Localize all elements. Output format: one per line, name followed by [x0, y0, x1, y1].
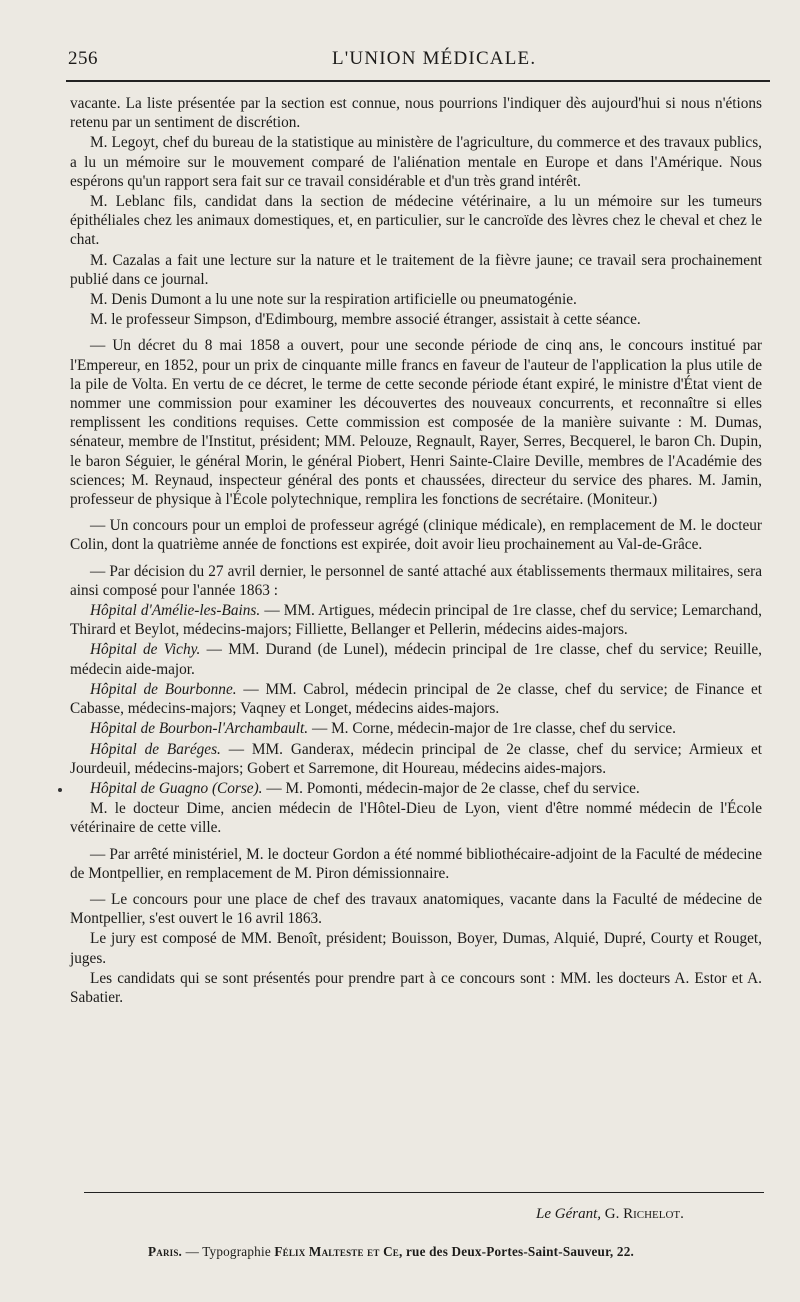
paragraph: M. Denis Dumont a lu une note sur la respiration artificielle ou pneumatogénie. [90, 291, 577, 309]
hospital-staff: — MM. Cabrol, médecin principal de 2e classe, chef du service; de Finance et Cabasse, médecins-majors; Vaqney et Longet, médecins aides-majors. [70, 680, 762, 718]
paragraph: M. Legoyt, chef du bureau de la statistique au ministère de l'agriculture, du commerce et des travaux publics, a lu un mémoire sur le mouvement comparé de l'aliénation mentale en Europe et dans l'Amérique. Nous espérons qu'un rapport sera fait sur ce travail considérable et d'un très grand intérêt. [70, 134, 762, 190]
paragraph: — Un décret du 8 mai 1858 a ouvert, pour une seconde période de cinq ans, le concours institué par l'Empereur, en 1852, pour un prix de cinquante mille francs en faveur de l'auteur de l'application la plus utile de la pile de Volta. En vertu de ce décret, le terme de cette seconde période étant expiré, le ministre d'État vient de nommer une commission pour examiner les découvertes des nouveaux concurrents, et reconnaître si elles remplissent les conditions requises. Cette commission est composée de la manière suivante : M. Dumas, sénateur, membre de l'Institut, président; MM. Pelouze, Regnault, Rayer, Serres, Becquerel, le baron Ch. Dupin, le baron Séguier, le général Morin, le général Piobert, Henri Sainte-Claire Deville, membres de l'Académie des sciences; M. Reynaud, inspecteur général des ponts et chaussées, directeur du service des phares. M. Jamin, professeur de physique à l'École polytechnique, remplira les fonctions de secrétaire. (Moniteur.) [70, 337, 762, 509]
gerant-name: G. Richelot. [604, 1206, 684, 1222]
paragraph: — Le concours pour une place de chef des travaux anatomiques, vacante dans la Faculté de médecine de Montpellier, s'est ouvert le 16 avril 1863. [70, 890, 762, 928]
running-header [68, 48, 768, 74]
paragraph: M. Leblanc fils, candidat dans la section de médecine vétérinaire, a lu un mémoire sur les tumeurs épithéliales chez les animaux domestiques, et, en particulier, sur le cancroïde des lèvres chez le cheval et chez le chat. [70, 193, 762, 249]
paragraph: vacante. La liste présentée par la section est connue, nous pourrions l'indiquer dès aujourd'hui si nous n'étions retenu par un sentiment de discrétion. [70, 95, 762, 132]
paragraph: — Un concours pour un emploi de professeur agrégé (clinique médicale), en remplacement de M. le docteur Colin, dont la quatrième année de fonctions est expirée, doit avoir lieu prochainement au Val-de-Grâce. [70, 517, 762, 554]
hospital-name: Hôpital d'Amélie-les-Bains. [90, 602, 261, 620]
paragraph: Le jury est composé de MM. Benoît, président; Bouisson, Boyer, Dumas, Alquié, Dupré, Courty et Rouget, juges. [70, 930, 762, 967]
footer-rule [84, 1192, 764, 1193]
hospital-name: Hôpital de Guagno (Corse). [90, 779, 263, 797]
hospital-name: Hôpital de Bourbonne. [90, 680, 237, 698]
hospital-entry [70, 680, 762, 718]
paragraph: M. le professeur Simpson, d'Edimbourg, membre associé étranger, assistait à cette séance. [90, 311, 641, 329]
paragraph: Les candidats qui se sont présentés pour prendre part à ce concours sont : MM. les docteurs A. Estor et A. Sabatier. [70, 969, 762, 1006]
imprint-printer: Félix Malteste et Ce, [274, 1244, 403, 1259]
hospital-entry [70, 601, 762, 639]
imprint-text: — Typographie [185, 1244, 271, 1259]
paragraph: M. le docteur Dime, ancien médecin de l'Hôtel-Dieu de Lyon, vient d'être nommé médecin de l'École vétérinaire de cette ville. [70, 800, 762, 837]
paragraph: — Par arrêté ministériel, M. le docteur Gordon a été nommé bibliothécaire-adjoint de la Faculté de médecine de Montpellier, en remplacement de M. Piron démissionnaire. [70, 845, 762, 882]
hospital-staff: — MM. Durand (de Lunel), médecin principal de 1re classe, chef du service; Reuille, médecin aide-major. [70, 641, 763, 678]
paragraph: M. Cazalas a fait une lecture sur la nature et le traitement de la fièvre jaune; ce travail sera prochainement publié dans ce journal. [70, 251, 762, 288]
article-body [70, 94, 762, 1008]
page-number: 256 [68, 48, 98, 69]
header-rule [66, 80, 770, 82]
gerant-label: Le Gérant, [536, 1206, 601, 1222]
imprint-city: Paris. [148, 1244, 183, 1259]
hospital-entry [70, 740, 762, 778]
hospital-entry [70, 719, 762, 738]
journal-title: L'UNION MÉDICALE. [332, 48, 537, 69]
hospital-name: Hôpital de Bourbon-l'Archambault. [90, 720, 309, 738]
gerant-signature [536, 1206, 684, 1223]
printer-imprint [148, 1244, 634, 1260]
hospital-staff: — MM. Ganderax, médecin principal de 2e classe, chef du service; Armieux et Jourdeuil, médecins-majors; Gobert et Sarremone, dit Houreau, médecins aides-majors. [70, 740, 763, 777]
hospital-name: Hôpital de Vichy. [90, 641, 201, 659]
hospital-entry [70, 640, 762, 678]
hospital-staff: — M. Corne, médecin-major de 1re classe, chef du service. [311, 720, 676, 738]
hospital-name: Hôpital de Baréges. [90, 740, 221, 758]
paragraph: — Par décision du 27 avril dernier, le personnel de santé attaché aux établissements thermaux militaires, sera ainsi composé pour l'année 1863 : [70, 562, 762, 599]
hospital-staff: — MM. Artigues, médecin principal de 1re classe, chef du service; Lemarchand, Thirard et Beylot, médecins-majors; Filliette, Bellanger et Pellerin, médecins aides-majors. [70, 602, 762, 639]
hospital-entry [70, 779, 762, 798]
print-speck [58, 788, 62, 792]
hospital-staff: — M. Pomonti, médecin-major de 2e classe, chef du service. [266, 779, 640, 797]
imprint-address: rue des Deux-Portes-Saint-Sauveur, 22. [406, 1244, 634, 1259]
